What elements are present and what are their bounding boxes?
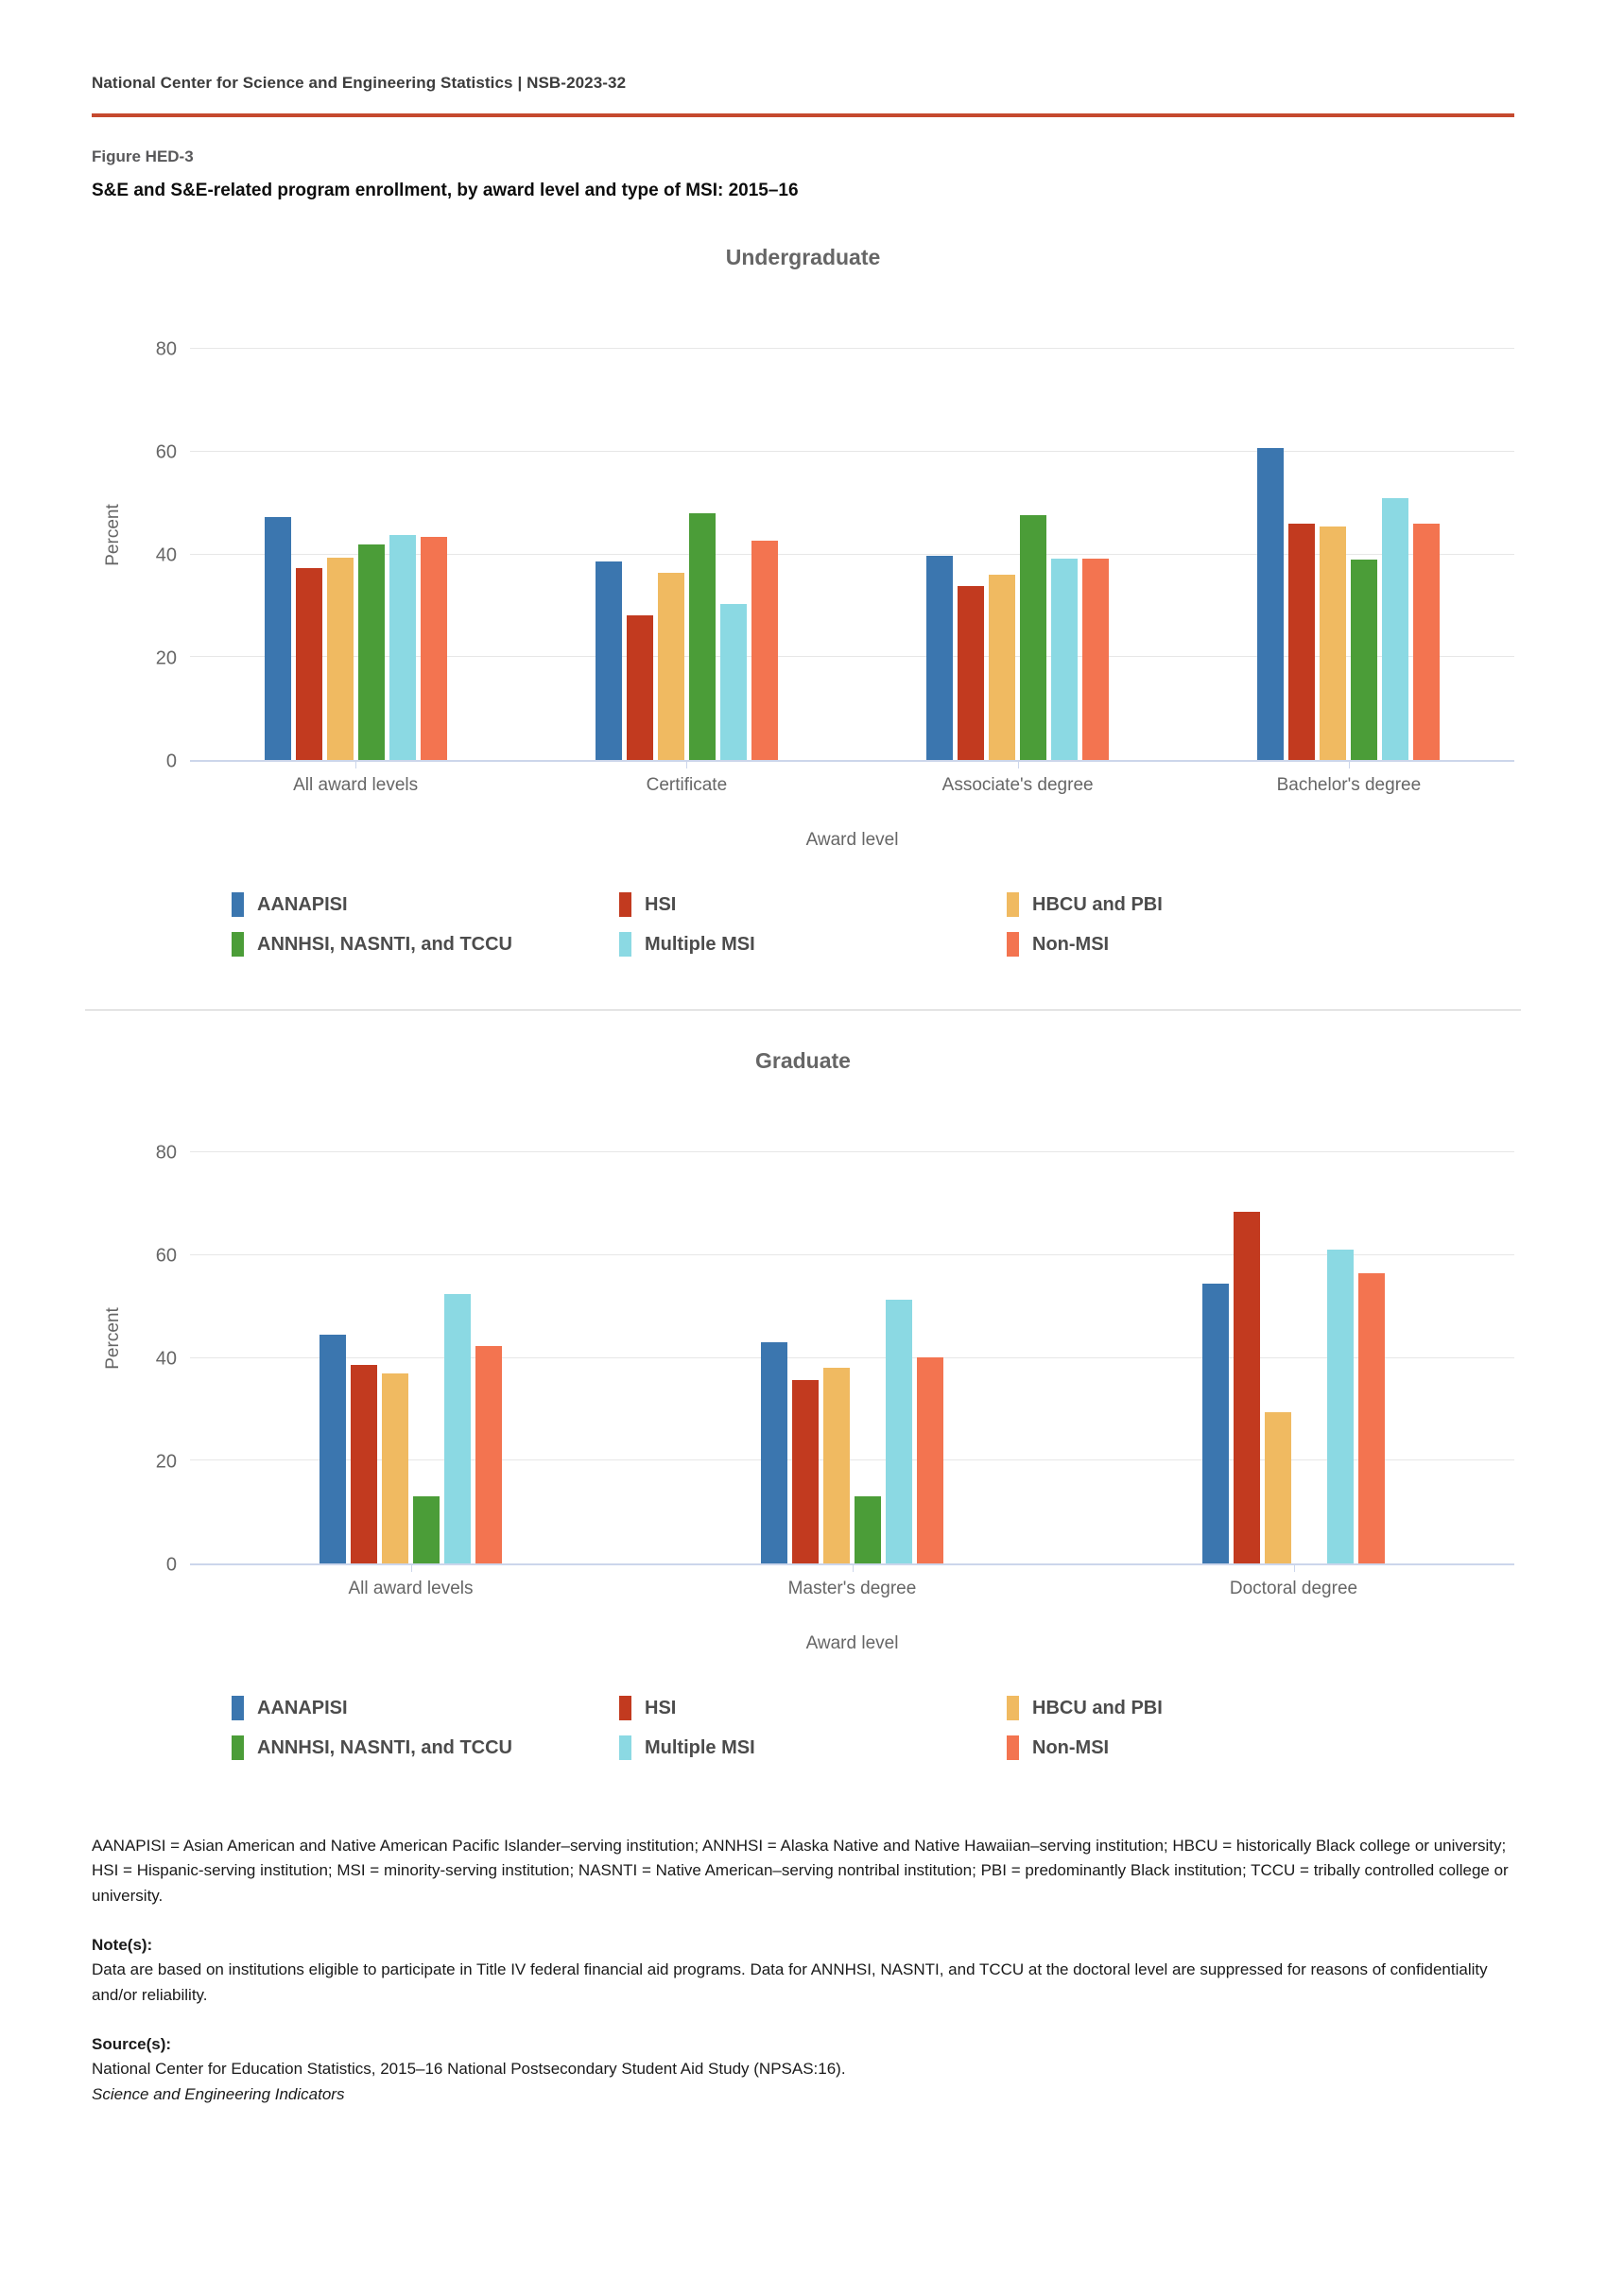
y-tick-label: 20 [155,1451,177,1473]
x-axis-tick [355,762,356,768]
legend-item [619,1696,1007,1720]
bar [823,1368,850,1563]
bar [389,535,416,760]
bar [658,573,684,760]
x-category-label: Certificate [646,775,728,795]
legend-label: ANNHSI, NASNTI, and TCCU [257,933,512,955]
bar-group [1073,1112,1514,1563]
y-axis-title [92,1112,135,1565]
legend-label: Non-MSI [1032,1736,1110,1758]
bar-group [521,308,852,760]
legend-swatch [232,932,244,957]
legend-label: AANAPISI [257,893,348,915]
x-axis-title: Award level [805,1633,899,1653]
bar [444,1294,471,1563]
y-axis-ticks [135,308,190,772]
x-axis-tick [1294,1565,1295,1572]
bar [1082,559,1109,760]
legend-swatch [232,1735,244,1760]
x-category-label: Bachelor's degree [1276,775,1422,795]
x-axis-tick [411,1565,412,1572]
bar-groups [190,1112,1514,1563]
legend-swatch [1007,1696,1019,1720]
legend-label: ANNHSI, NASNTI, and TCCU [257,1736,512,1758]
bar [1327,1250,1354,1563]
legend-label: HSI [645,893,677,915]
figure-title: S&E and S&E-related program enrollment, by award level and type of MSI: 2015–16 [92,181,799,200]
bar [1351,560,1377,760]
legend-item [619,892,1007,917]
bar [1288,524,1315,760]
legend-label: Multiple MSI [645,933,755,955]
bar [1202,1284,1229,1563]
chart-legend [232,1696,1514,1760]
x-category-label: All award levels [348,1579,474,1598]
x-axis-tick [1018,762,1019,768]
bar [627,615,653,760]
legend-label: AANAPISI [257,1697,348,1718]
x-category-label: Master's degree [787,1579,917,1598]
chart-legend [232,892,1514,957]
bar [413,1496,440,1563]
legend-swatch [619,932,631,957]
legend-item [1007,1735,1394,1760]
bar [327,558,354,760]
sources-label: Source(s): [92,2035,172,2054]
bar [296,568,322,760]
bar [1234,1212,1260,1563]
notes-text: Data are based on institutions eligible to participate in Title IV federal financial aid programs. Data for ANNHSI, NASNTI, and TCCU at the doctoral level are suppressed for reasons of confidentiality and/or reliability. [92,1960,1488,2004]
chart-graduate [92,1048,1514,1760]
bar [475,1346,502,1563]
bar [689,513,716,760]
y-tick-label: 80 [155,1142,177,1164]
bar [958,586,984,760]
x-axis-title: Award level [805,830,899,850]
legend-label: HBCU and PBI [1032,893,1163,915]
legend-swatch [619,1696,631,1720]
legend-label: HSI [645,1697,677,1718]
legend-label: Multiple MSI [645,1736,755,1758]
bar [421,537,447,760]
legend-swatch [232,1696,244,1720]
legend-label: HBCU and PBI [1032,1697,1163,1718]
legend-item [619,1735,1007,1760]
bar-group [853,308,1183,760]
bar [1257,448,1284,760]
footnotes [92,1834,1514,2107]
x-axis-tick [853,1565,854,1572]
y-tick-label: 0 [165,751,177,772]
bar-groups [190,308,1514,760]
legend-item [619,932,1007,957]
chart-title: Graduate [755,1048,851,1073]
bar [855,1496,881,1563]
legend-item [1007,1696,1394,1720]
bar [989,575,1015,760]
bar [1265,1412,1291,1563]
y-tick-label: 80 [155,338,177,360]
x-category-labels [190,1579,1514,1599]
x-category-label: Doctoral degree [1229,1579,1358,1598]
bar [1051,559,1078,760]
plot-area [190,1112,1514,1565]
x-category-label: All award levels [293,775,419,795]
bar [358,544,385,760]
site-header: National Center for Science and Engineering Statistics | NSB-2023-32 [92,74,627,92]
y-tick-label: 40 [155,544,177,566]
y-axis-title-text: Percent [103,1307,123,1370]
y-axis-ticks [135,1112,190,1576]
bar-group [190,308,521,760]
legend-item [1007,892,1394,917]
legend-item [1007,932,1394,957]
bar [720,604,747,760]
bar [751,541,778,760]
bar [1413,524,1440,760]
y-axis-title [92,308,135,762]
legend-item [232,892,619,917]
y-tick-label: 40 [155,1348,177,1370]
bar [886,1300,912,1563]
bar [926,556,953,760]
legend-swatch [232,892,244,917]
y-tick-label: 60 [155,441,177,463]
legend-swatch [619,892,631,917]
y-axis-title-text: Percent [103,504,123,566]
x-category-label: Associate's degree [941,775,1094,795]
legend-swatch [619,1735,631,1760]
notes-label: Note(s): [92,1936,153,1955]
bar [382,1373,408,1563]
x-category-labels [190,775,1514,796]
chart-title: Undergraduate [725,245,881,269]
bar [351,1365,377,1563]
bar-group [631,1112,1073,1563]
bar [1358,1273,1385,1563]
legend-item [232,1735,619,1760]
bar [596,561,622,760]
y-tick-label: 0 [165,1554,177,1576]
x-axis-tick [686,762,687,768]
bar-group [190,1112,631,1563]
bar [265,517,291,760]
bar [917,1357,943,1563]
sources-text: National Center for Education Statistics, 2015–16 National Postsecondary Student Aid Study (NPSAS:16). [92,2060,846,2079]
legend-swatch [1007,1735,1019,1760]
y-tick-label: 20 [155,647,177,669]
x-axis-tick [1349,762,1350,768]
abbreviations-text: AANAPISI = Asian American and Native American Pacific Islander–serving institution; ANNHSI = Alaska Native and Native Hawaiian–serving institution; HBCU = historically Black college or university; HSI = Hispanic-serving institution; MSI = minority-serving institution; NASNTI = Native American–serving nontribal institution; PBI = predominantly Black institution; TCCU = tribally controlled college or university. [92,1837,1509,1905]
brand-line: Science and Engineering Indicators [92,2084,345,2103]
bar-group [1183,308,1514,760]
legend-label: Non-MSI [1032,933,1110,955]
figure-label: Figure HED-3 [92,147,194,165]
bar [1020,515,1046,760]
bar [761,1342,787,1563]
legend-swatch [1007,892,1019,917]
bar [1320,527,1346,760]
bar [792,1380,819,1563]
plot-area [190,308,1514,762]
chart-undergraduate [92,245,1514,957]
legend-item [232,932,619,957]
y-tick-label: 60 [155,1245,177,1267]
bar [1382,498,1408,760]
header-rule [92,113,1514,117]
legend-item [232,1696,619,1720]
bar [319,1335,346,1563]
legend-swatch [1007,932,1019,957]
